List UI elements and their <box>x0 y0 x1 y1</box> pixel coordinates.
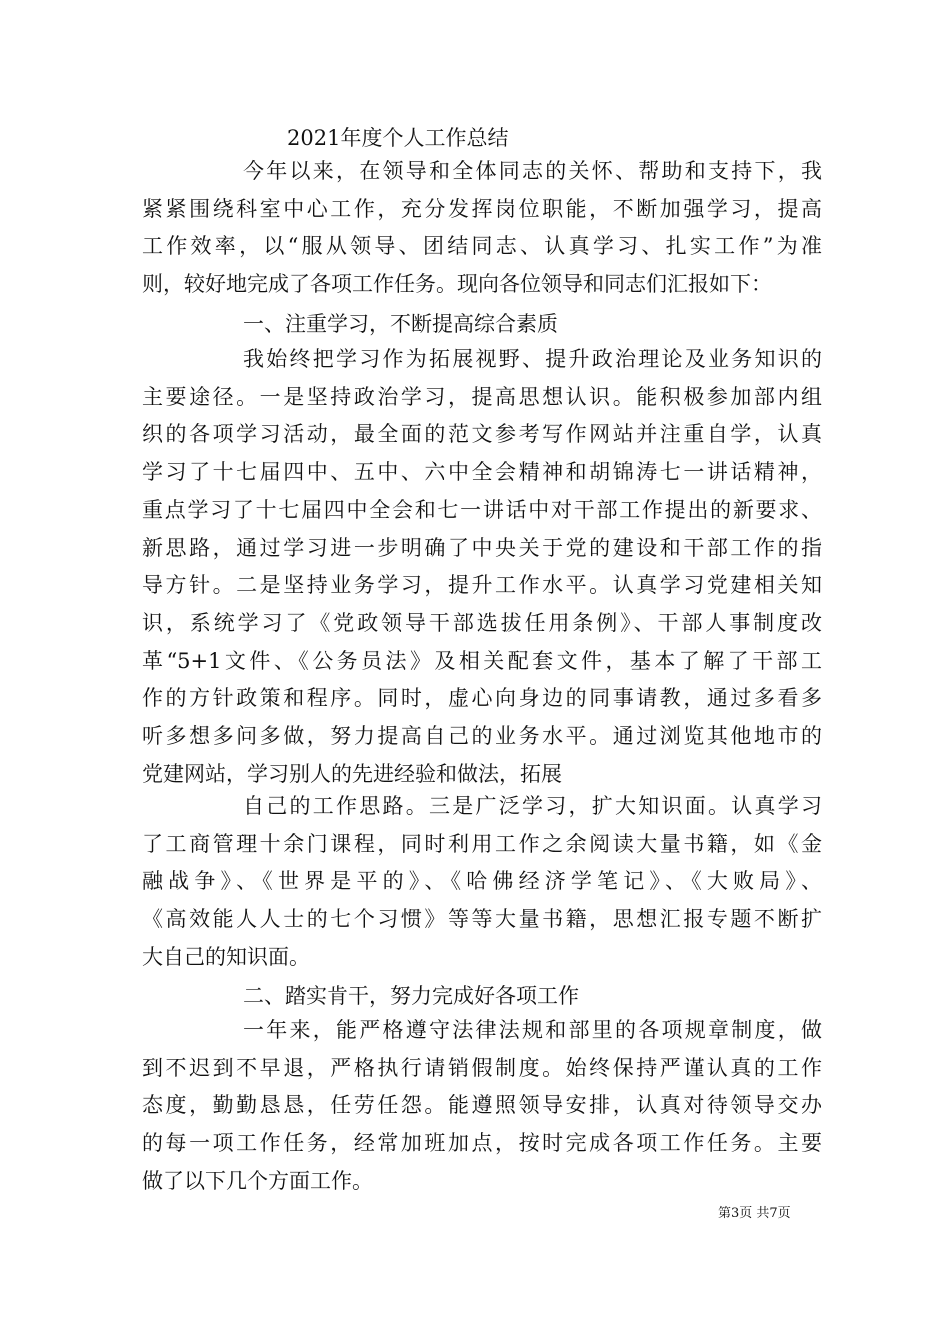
section1b-line: 自己的工作思路。三是广泛学习，扩大知识面。认真学习 <box>243 794 822 818</box>
section1-line: 织的各项学习活动，最全面的范文参考写作网站并注重自学，认真 <box>142 422 822 447</box>
section1b-paragraph <box>142 788 822 977</box>
section1-paragraph <box>142 341 822 793</box>
document-title: 2021年度个人工作总结 <box>287 126 509 150</box>
section2-line: 到不迟到不早退，严格执行请销假制度。始终保持严谨认真的工作 <box>142 1055 822 1080</box>
section1-line: 重点学习了十七届四中全会和七一讲话中对干部工作提出的新要求、 <box>142 497 822 522</box>
page-number-footer: 第3页 共7页 <box>718 1206 791 1221</box>
section1-line: 革“5+1文件、《公务员法》及相关配套文件，基本了解了干部工 <box>142 648 822 673</box>
section1-line: 作的方针政策和程序。同时，虚心向身边的同事请教，通过多看多 <box>142 686 822 711</box>
section1-line: 识，系统学习了《党政领导干部选拔任用条例》、干部人事制度改 <box>142 610 822 635</box>
section1-line: 我始终把学习作为拓展视野、提升政治理论及业务知识的 <box>243 347 822 371</box>
section1-line: 新思路，通过学习进一步明确了中央关于党的建设和干部工作的指 <box>142 535 822 560</box>
section1b-line: 融战争》、《世界是平的》、《哈佛经济学笔记》、《大败局》、 <box>142 869 822 894</box>
section-heading-2: 二、踏实肯干，努力完成好各项工作 <box>243 984 579 1008</box>
section2-line: 一年来，能严格遵守法律法规和部里的各项规章制度，做 <box>243 1018 822 1042</box>
intro-line: 今年以来，在领导和全体同志的关怀、帮助和支持下，我 <box>243 159 822 183</box>
section-heading-1: 一、注重学习，不断提高综合素质 <box>243 312 558 336</box>
section1-line: 主要途径。一是坚持政治学习，提高思想认识。能积极参加部内组 <box>142 384 822 409</box>
section1b-line: 《高效能人人士的七个习惯》等等大量书籍，思想汇报专题不断扩 <box>142 907 822 932</box>
intro-line: 紧紧围绕科室中心工作，充分发挥岗位职能，不断加强学习，提高 <box>142 196 822 221</box>
intro-line: 工作效率，以“服从领导、团结同志、认真学习、扎实工作”为准 <box>142 234 822 259</box>
section1-line: 党建网站，学习别人的先进经验和做法，拓展 <box>142 761 562 786</box>
section2-line: 的每一项工作任务，经常加班加点，按时完成各项工作任务。主要 <box>142 1131 822 1156</box>
intro-paragraph <box>142 153 822 304</box>
section1-line: 导方针。二是坚持业务学习，提升工作水平。认真学习党建相关知 <box>142 573 822 598</box>
section2-line: 态度，勤勤恳恳，任劳任怨。能遵照领导安排，认真对待领导交办 <box>142 1093 822 1118</box>
section2-line: 做了以下几个方面工作。 <box>142 1168 373 1193</box>
section2-paragraph <box>142 1012 822 1201</box>
section1-line: 听多想多问多做，努力提高自己的业务水平。通过浏览其他地市的 <box>142 724 822 749</box>
intro-line: 则，较好地完成了各项工作任务。现向各位领导和同志们汇报如下： <box>142 272 772 297</box>
section1b-line: 了工商管理十余门课程，同时利用工作之余阅读大量书籍，如《金 <box>142 831 822 856</box>
section1-line: 学习了十七届四中、五中、六中全会精神和胡锦涛七一讲话精神， <box>142 460 822 485</box>
section1b-line: 大自己的知识面。 <box>142 944 310 969</box>
